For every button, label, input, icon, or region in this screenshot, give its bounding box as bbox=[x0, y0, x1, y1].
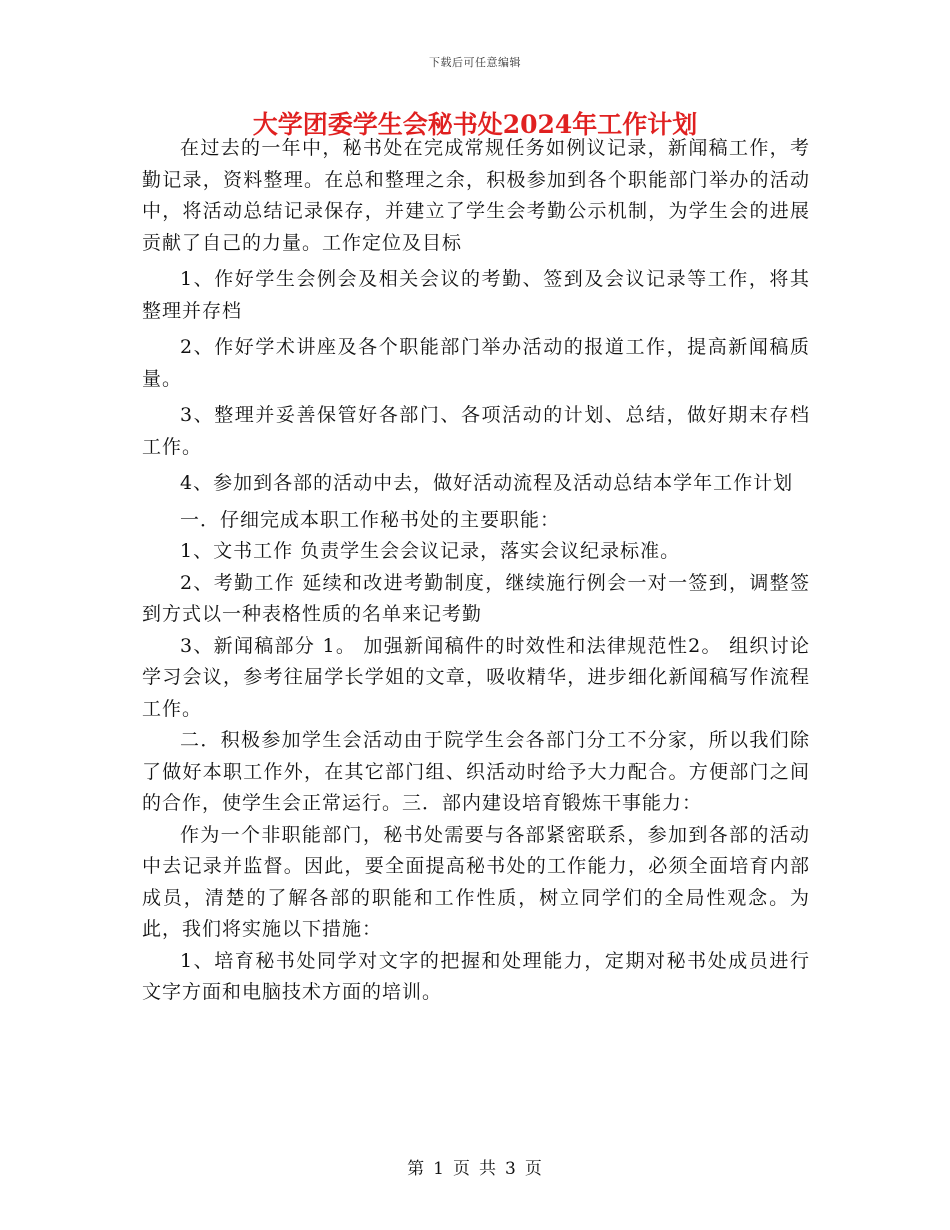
body-paragraph: 在过去的一年中，秘书处在完成常规任务如例议记录，新闻稿工作，考勤记录，资料整理。在总和整理之余，积极参加到各个职能部门举办的活动中，将活动总结记录保存，并建立了学生会考勤公示机制，为学生会的进展贡献了自己的力量。工作定位及目标 bbox=[142, 137, 810, 254]
body-paragraph: 1、培育秘书处同学对文字的把握和处理能力，定期对秘书处成员进行文字方面和电脑技术方面的培训。 bbox=[142, 949, 810, 1003]
body-paragraph: 4、参加到各部的活动中去，做好活动流程及活动总结本学年工作计划 bbox=[180, 472, 794, 494]
footer-page-unit: 页 bbox=[453, 1159, 471, 1179]
document-body bbox=[142, 133, 810, 1009]
body-paragraph: 3、整理并妥善保管好各部门、各项活动的计划、总结，做好期末存档工作。 bbox=[142, 404, 810, 458]
footer-page-label: 第 bbox=[407, 1159, 426, 1179]
body-paragraph: 一．仔细完成本职工作秘书处的主要职能： bbox=[180, 508, 561, 531]
footer-total-label: 共 bbox=[479, 1159, 497, 1179]
body-paragraph: 作为一个非职能部门，秘书处需要与各部紧密联系，参加到各部的活动中去记录并监督。因此，要全面提高秘书处的工作能力，必须全面培育内部成员，清楚的了解各部的职能和工作性质，树立同学们的全局性观念。为此，我们将实施以下措施： bbox=[142, 823, 810, 940]
footer-page-number: 1 bbox=[433, 1159, 445, 1179]
body-paragraph: 二．积极参加学生会活动由于院学生会各部门分工不分家，所以我们除了做好本职工作外，在其它部门组、织活动时给予大力配合。方便部门之间的合作，使学生会正常运行。三．部内建设培育锻炼干事能力： bbox=[142, 729, 810, 814]
document-title: 大学团委学生会秘书处2024年工作计划 bbox=[252, 110, 698, 139]
footer-total-unit: 页 bbox=[524, 1159, 543, 1179]
page-footer bbox=[0, 1154, 950, 1179]
body-paragraph: 3、新闻稿部分 1。 加强新闻稿件的时效性和法律规范性2。 组织讨论学习会议，参考往届学长学姐的文章，吸收精华，进步细化新闻稿写作流程工作。 bbox=[142, 634, 810, 720]
header-note: 下载后可任意编辑 bbox=[429, 56, 521, 69]
body-paragraph: 1、文书工作 负责学生会会议记录，落实会议纪录标准。 bbox=[180, 540, 681, 562]
body-paragraph: 1、作好学生会例会及相关会议的考勤、签到及会议记录等工作，将其整理并存档 bbox=[142, 268, 810, 322]
body-paragraph: 2、作好学术讲座及各个职能部门举办活动的报道工作，提高新闻稿质量。 bbox=[142, 336, 810, 390]
footer-total-number: 3 bbox=[505, 1159, 517, 1179]
body-paragraph: 2、考勤工作 延续和改进考勤制度，继续施行例会一对一签到，调整签到方式以一种表格性质的名单来记考勤 bbox=[142, 571, 810, 625]
